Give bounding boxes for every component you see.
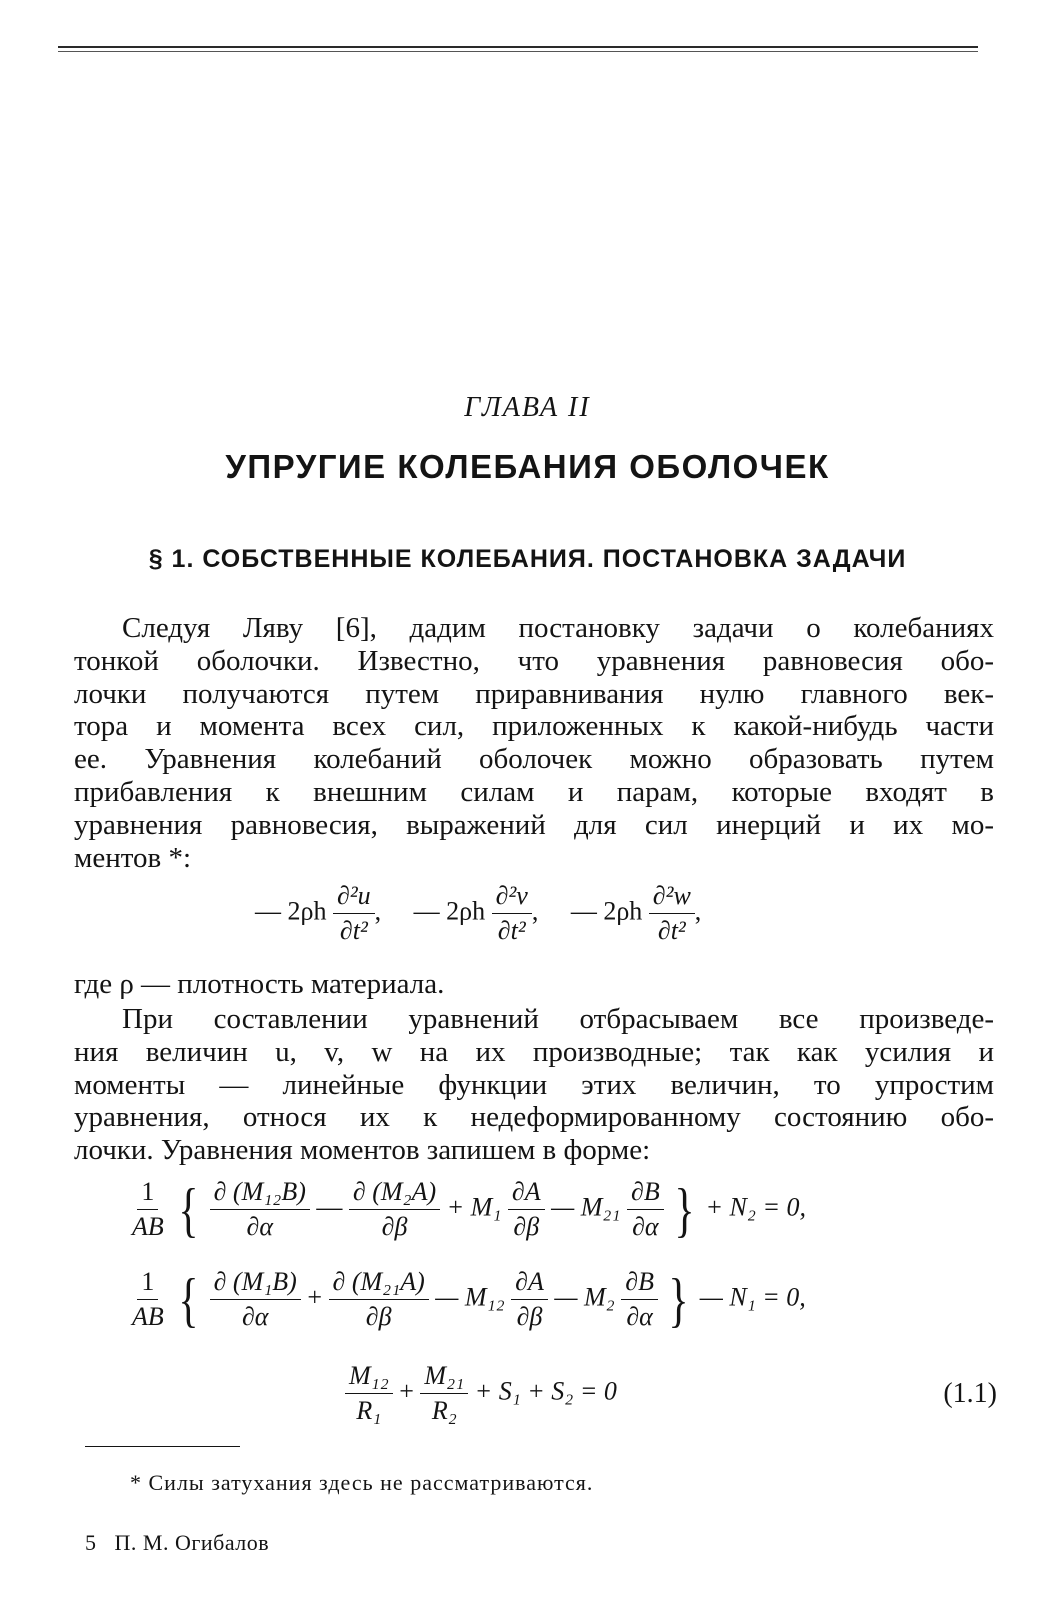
fraction: $\frac{\text{∂²u}}{\text{∂t²}}$ [333, 882, 375, 945]
paragraph-density [74, 968, 994, 1001]
text-line: прибавления к внешним силам и парам, которые входят в [74, 775, 994, 808]
text-line: уравнения, относя их к недеформированному состоянию обо- [74, 1101, 994, 1134]
section-heading: § 1. СОБСТВЕННЫЕ КОЛЕБАНИЯ. ПОСТАНОВКА ЗАДАЧИ [148, 545, 907, 573]
fraction: $\frac{\partial B}{\partial\alpha}$ [627, 1178, 664, 1241]
text-line: ментов *: [74, 841, 192, 874]
fraction: $\frac{\text{∂ (M₁B)}}{\partial\alpha}$ [210, 1268, 301, 1331]
text-line: где ρ — плотность материала. [74, 968, 445, 1000]
fraction: $\frac{\text{∂²v}}{\text{∂t²}}$ [492, 882, 532, 945]
fraction: $\frac{\text{M₂₁}}{\text{R₂}}$ [420, 1362, 468, 1425]
chapter-heading: ГЛАВА II [464, 392, 591, 423]
text-line: моменты — линейные функции этих величин, то упростим [74, 1068, 994, 1101]
equation-number: (1.1) [943, 1378, 997, 1409]
paragraph-assumptions [74, 1003, 994, 1167]
page-footer: 5 П. М. Огибалов [85, 1530, 270, 1555]
chapter-title: УПРУГИЕ КОЛЕБАНИЯ ОБОЛОЧЕК [225, 448, 830, 485]
text-line: лочки. Уравнения моментов запишем в форме: [74, 1134, 651, 1167]
top-rule [58, 46, 978, 48]
text-line: ния величин u, v, w на их производные; так как усилия и [74, 1035, 994, 1068]
paragraph-intro [74, 612, 994, 874]
fraction: $\frac{\partial A}{\partial\beta}$ [511, 1268, 548, 1331]
fraction: $\frac{\text{∂ (M₁₂B)}}{\partial\alpha}$ [210, 1178, 310, 1241]
top-rule-thin [58, 51, 978, 52]
text-line: тонкой оболочки. Известно, что уравнения равновесия обо- [74, 644, 994, 677]
inertia-coef: — 2ρh [255, 896, 327, 926]
fraction: $\frac{\text{∂ (M₂₁A)}}{\partial\beta}$ [329, 1268, 429, 1331]
fraction: $\frac{1}{AB}$ [132, 1267, 164, 1331]
equation-3: $\frac{\text{M₁₂}}{\text{R₁}}$ + $\frac{\text{M₂₁}}{\text{R₂}}$ + S₁ + S₂ = 0 [345, 1362, 617, 1425]
text-line: При составлении уравнений отбрасываем все произведе- [122, 1003, 994, 1035]
fraction: $\frac{\text{∂²w}}{\text{∂t²}}$ [649, 882, 695, 945]
equation-1: $\frac{1}{AB}$ { $\frac{\text{∂ (M₁₂B)}}{\partial\alpha}$ — $\frac{\text{∂ (M₂A)}}{\partial\beta}$ + M₁ $\frac{\partial A}{\partial\beta}$ — M₂₁ $\frac{\partial B}{\partial\alpha}$ } + N₂ = 0, [128, 1178, 806, 1241]
fraction: $\frac{\partial A}{\partial\beta}$ [508, 1178, 545, 1241]
inertia-formula: — 2ρh $\frac{\text{∂²u}}{\text{∂t²}}$ , — 2ρh $\frac{\text{∂²v}}{\text{∂t²}}$ , — 2ρh $\frac{\text{∂²w}}{\text{∂t²}}$ , [255, 881, 702, 945]
text-line: тора и момента всех сил, приложенных к какой-нибудь части [74, 710, 994, 743]
fraction: $\frac{\text{∂ (M₂A)}}{\partial\beta}$ [349, 1178, 440, 1241]
text-line: Следуя Ляву [6], дадим постановку задачи о колебаниях [122, 612, 994, 644]
fraction: $\frac{\text{M₁₂}}{\text{R₁}}$ [345, 1362, 393, 1425]
text-line: уравнения равновесия, выражений для сил инерций и их мо- [74, 808, 994, 841]
text-line: ее. Уравнения колебаний оболочек можно образовать путем [74, 743, 994, 776]
inertia-coef: — 2ρh [570, 896, 643, 926]
fraction: $\frac{\partial B}{\partial\alpha}$ [621, 1268, 658, 1331]
footnote: * Силы затухания здесь не рассматриваются. [130, 1470, 594, 1495]
inertia-coef: — 2ρh [413, 896, 486, 926]
text-line: лочки получаются путем приравнивания нулю главного век- [74, 677, 994, 710]
fraction: $\frac{1}{AB}$ [132, 1177, 164, 1241]
footnote-rule [85, 1446, 240, 1447]
equation-2: $\frac{1}{AB}$ { $\frac{\text{∂ (M₁B)}}{\partial\alpha}$ + $\frac{\text{∂ (M₂₁A)}}{\partial\beta}$ — M₁₂ $\frac{\partial A}{\partial\beta}$ — M₂ $\frac{\partial B}{\partial\alpha}$ } — N₁ = 0, [128, 1268, 806, 1331]
